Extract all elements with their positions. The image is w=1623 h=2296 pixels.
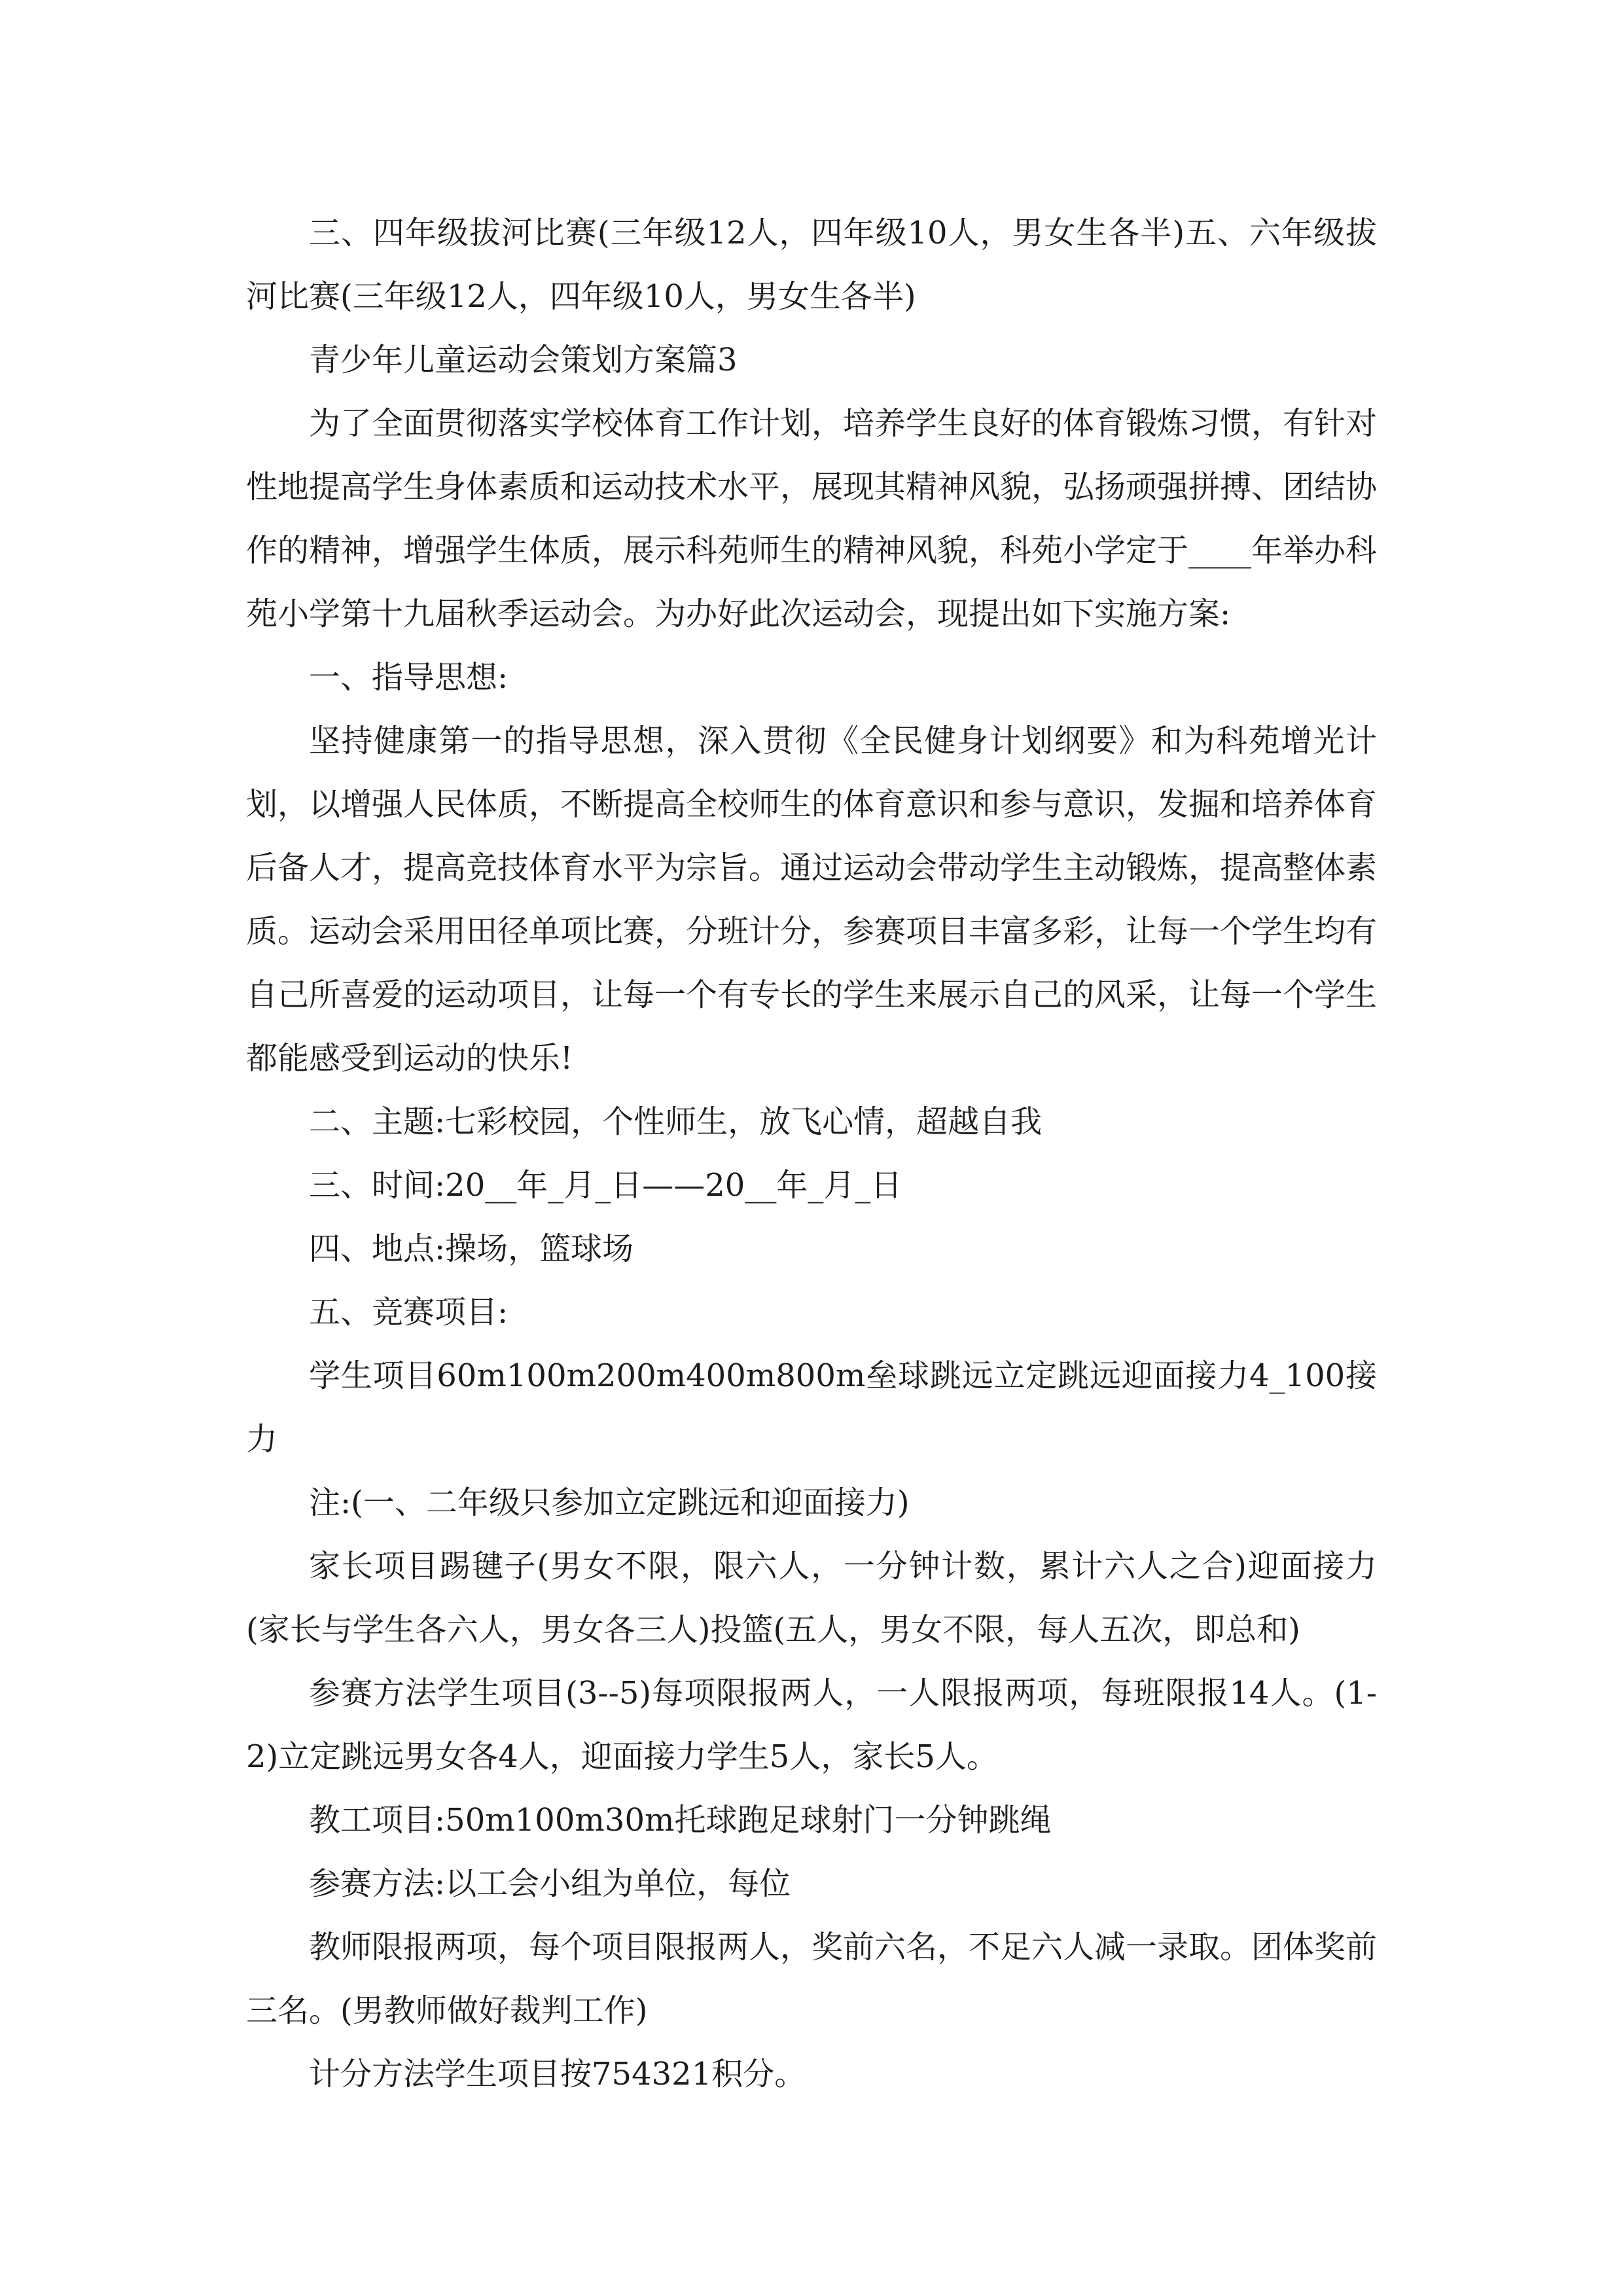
paragraph-guiding-ideology: 坚持健康第一的指导思想，深入贯彻《全民健身计划纲要》和为科苑增光计划，以增强人民体质，不断提高全校师生的体育意识和参与意识，发掘和培养体育后备人才，提高竞技体育水平为宗旨。通过运动会带动学生主动锻炼，提高整体素质。运动会采用田径单项比赛，分班计分，参赛项目丰富多彩，让每一个学生均有自己所喜爱的运动项目，让每一个有专长的学生来展示自己的风采，让每一个学生都能感受到运动的快乐! xyxy=(246,723,1378,1077)
paragraph-note: 注:(一、二年级只参加立定跳远和迎面接力) xyxy=(309,1484,910,1521)
paragraph-theme: 二、主题:七彩校园，个性师生，放飞心情，超越自我 xyxy=(309,1103,1043,1140)
paragraph-location: 四、地点:操场，篮球场 xyxy=(309,1230,634,1267)
heading-guiding-ideology: 一、指导思想: xyxy=(309,659,508,696)
paragraph-parent-events: 家长项目踢毽子(男女不限，限六人，一分钟计数，累计六人之合)迎面接力(家长与学生各六人，男女各三人)投篮(五人，男女不限，每人五次，即总和) xyxy=(246,1548,1377,1648)
heading-events: 五、竞赛项目: xyxy=(309,1294,508,1331)
document-body xyxy=(246,202,1377,2106)
paragraph-tug-of-war: 三、四年级拔河比赛(三年级12人，四年级10人，男女生各半)五、六年级拔河比赛(三年级12人，四年级10人，男女生各半) xyxy=(246,215,1377,315)
paragraph-introduction: 为了全面贯彻落实学校体育工作计划，培养学生良好的体育锻炼习惯，有针对性地提高学生身体素质和运动技术水平，展现其精神风貌，弘扬顽强拼搏、团结协作的精神，增强学生体质，展示科苑师生的精神风貌，科苑小学定于____年举办科苑小学第十九届秋季运动会。为办好此次运动会，现提出如下实施方案: xyxy=(246,405,1378,632)
paragraph-staff-events: 教工项目:50m100m30m托球跑足球射门一分钟跳绳 xyxy=(309,1802,1052,1839)
paragraph-student-entry-method: 参赛方法学生项目(3--5)每项限报两人，一人限报两项，每班限报14人。(1-2)立定跳远男女各4人，迎面接力学生5人，家长5人。 xyxy=(246,1675,1377,1775)
section-heading-plan-3: 青少年儿童运动会策划方案篇3 xyxy=(309,342,738,378)
paragraph-scoring-method: 计分方法学生项目按754321积分。 xyxy=(309,2056,806,2092)
paragraph-time: 三、时间:20__年_月_日——20__年_月_日 xyxy=(309,1167,902,1204)
paragraph-student-events: 学生项目60m100m200m400m800m垒球跳远立定跳远迎面接力4_100接力 xyxy=(246,1357,1377,1458)
paragraph-teacher-limits: 教师限报两项，每个项目限报两人，奖前六名，不足六人减一录取。团体奖前三名。(男教师做好裁判工作) xyxy=(246,1929,1378,2029)
paragraph-staff-entry-method: 参赛方法:以工会小组为单位，每位 xyxy=(309,1865,791,1902)
